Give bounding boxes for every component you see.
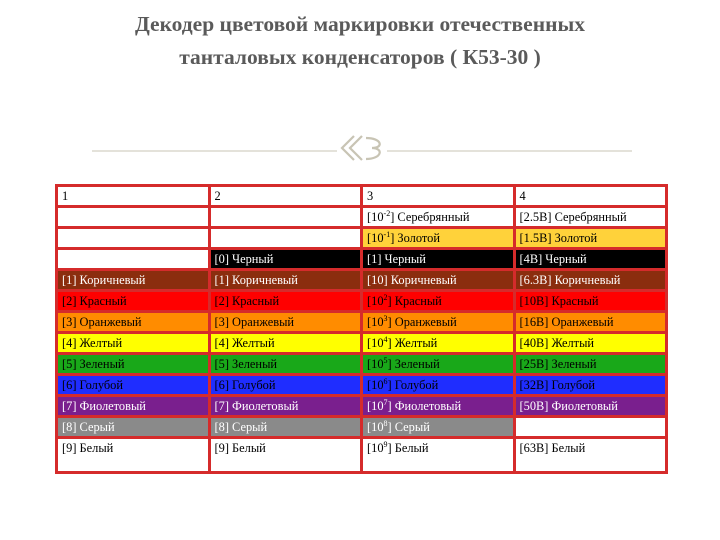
title-line-1: Декодер цветовой маркировки отечественных	[134, 12, 586, 36]
cell-text: [6.3В] Коричневый	[519, 273, 621, 287]
table-cell	[209, 228, 362, 249]
color-code-table-container	[55, 184, 665, 474]
cell-text: [1] Коричневый	[214, 273, 298, 287]
color-code-table	[55, 184, 668, 474]
cell-text-prefix: [10	[367, 336, 384, 350]
table-cell	[514, 312, 667, 333]
table-cell	[57, 396, 210, 417]
cell-text: [25В] Зеленый	[519, 357, 597, 371]
table-cell	[362, 291, 515, 312]
cell-text: [9] Белый	[214, 441, 266, 455]
table-cell	[362, 438, 515, 473]
title-divider	[92, 128, 632, 168]
cell-text: [3] Оранжевый	[214, 315, 295, 329]
cell-text: [8] Серый	[214, 420, 268, 434]
cell-text: [2] Красный	[62, 294, 127, 308]
cell-text-prefix: [10	[367, 357, 384, 371]
cell-text: [1] Коричневый	[62, 273, 146, 287]
table-cell	[57, 207, 210, 228]
cell-text: [5] Зеленый	[214, 357, 278, 371]
cell-exponent: 8	[383, 418, 388, 428]
cell-text: [4] Желтый	[62, 336, 123, 350]
table-cell	[362, 207, 515, 228]
cell-text: [50В] Фиолетовый	[519, 399, 618, 413]
table-cell	[57, 291, 210, 312]
table-cell	[362, 333, 515, 354]
cell-text: [10В] Красный	[519, 294, 599, 308]
cell-text: [63В] Белый	[519, 441, 586, 455]
table-cell	[362, 354, 515, 375]
table-cell	[209, 291, 362, 312]
table-row	[57, 396, 667, 417]
table-cell	[514, 228, 667, 249]
table-cell	[209, 417, 362, 438]
cell-text: [6] Голубой	[214, 378, 276, 392]
cell-text-suffix: ] Оранжевый	[387, 315, 457, 329]
cell-exponent: 3	[383, 313, 388, 323]
table-cell	[209, 438, 362, 473]
cell-text: [2.5В] Серебрянный	[519, 210, 627, 224]
table-row	[57, 312, 667, 333]
cell-text: [1.5В] Золотой	[519, 231, 598, 245]
cell-text: [6] Голубой	[62, 378, 123, 392]
cell-text-suffix: ] Фиолетовый	[387, 399, 462, 413]
cell-exponent: 7	[383, 397, 388, 407]
table-cell	[209, 186, 362, 207]
cell-exponent: -2	[383, 208, 391, 218]
cell-text: [16В] Оранжевый	[519, 315, 614, 329]
title-line-2: танталовых конденсаторов ( К53-30 )	[179, 45, 541, 69]
table-row	[57, 291, 667, 312]
table-cell	[57, 186, 210, 207]
table-cell	[514, 186, 667, 207]
table-row	[57, 375, 667, 396]
cell-exponent: 2	[383, 292, 388, 302]
cell-text: [4] Желтый	[214, 336, 275, 350]
table-cell	[362, 417, 515, 438]
cell-text-prefix: [10	[367, 441, 384, 455]
table-cell	[57, 375, 210, 396]
cell-text-prefix: [10	[367, 420, 384, 434]
cell-text: 2	[214, 189, 221, 203]
cell-text-suffix: ] Золотой	[390, 231, 440, 245]
cell-text-suffix: ] Белый	[387, 441, 429, 455]
cell-text-suffix: ] Серый	[387, 420, 430, 434]
cell-text-prefix: [10	[367, 315, 384, 329]
cell-text: [10] Коричневый	[367, 273, 457, 287]
cell-text: [7] Фиолетовый	[214, 399, 299, 413]
slide-title	[40, 8, 680, 74]
table-row	[57, 249, 667, 270]
table-cell	[57, 228, 210, 249]
table-row	[57, 354, 667, 375]
table-cell	[57, 354, 210, 375]
table-row	[57, 228, 667, 249]
cell-text-prefix: [10	[367, 378, 384, 392]
table-cell	[57, 270, 210, 291]
cell-text-prefix: [10	[367, 210, 384, 224]
table-cell	[362, 186, 515, 207]
cell-text: [9] Белый	[62, 441, 114, 455]
cell-text-suffix: ] Красный	[387, 294, 442, 308]
cell-exponent: 4	[383, 334, 388, 344]
table-cell	[514, 396, 667, 417]
table-cell	[209, 207, 362, 228]
table-cell	[362, 228, 515, 249]
table-cell	[209, 375, 362, 396]
cell-text: [2] Красный	[214, 294, 280, 308]
table-cell	[514, 291, 667, 312]
table-cell	[57, 249, 210, 270]
table-cell	[209, 333, 362, 354]
cell-text: [8] Серый	[62, 420, 115, 434]
table-cell	[362, 312, 515, 333]
cell-text: 4	[519, 189, 526, 203]
cell-text: [5] Зеленый	[62, 357, 125, 371]
cell-text: 1	[62, 189, 69, 203]
cell-exponent: -1	[383, 229, 391, 239]
cell-text: [1] Черный	[367, 252, 426, 266]
cell-text-prefix: [10	[367, 399, 384, 413]
table-cell	[514, 333, 667, 354]
table-cell	[514, 438, 667, 473]
table-cell	[57, 438, 210, 473]
cell-text-prefix: [10	[367, 294, 384, 308]
table-cell	[362, 270, 515, 291]
cell-text: [32В] Голубой	[519, 378, 595, 392]
table-cell	[57, 333, 210, 354]
cell-text: [7] Фиолетовый	[62, 399, 146, 413]
table-row	[57, 207, 667, 228]
table-cell	[209, 270, 362, 291]
cell-text: 3	[367, 189, 374, 203]
table-row	[57, 417, 667, 438]
cell-text-prefix: [10	[367, 231, 384, 245]
cell-text-suffix: ] Голубой	[387, 378, 439, 392]
table-cell	[362, 249, 515, 270]
cell-text: [3] Оранжевый	[62, 315, 142, 329]
table-cell	[57, 417, 210, 438]
ornament-divider-icon	[92, 128, 632, 168]
table-cell	[57, 312, 210, 333]
table-cell	[209, 312, 362, 333]
cell-text-suffix: ] Серебрянный	[390, 210, 470, 224]
table-cell	[514, 417, 667, 438]
table-row	[57, 186, 667, 207]
cell-exponent: 9	[383, 439, 388, 449]
cell-text-suffix: ] Желтый	[387, 336, 438, 350]
table-row	[57, 333, 667, 354]
table-cell	[209, 354, 362, 375]
cell-text: [4В] Черный	[519, 252, 587, 266]
table-cell	[514, 354, 667, 375]
table-cell	[362, 396, 515, 417]
table-cell	[514, 249, 667, 270]
table-cell	[514, 270, 667, 291]
table-cell	[209, 396, 362, 417]
cell-exponent: 6	[383, 376, 388, 386]
cell-exponent: 5	[383, 355, 388, 365]
table-cell	[362, 375, 515, 396]
cell-text: [0] Черный	[214, 252, 274, 266]
table-cell	[514, 375, 667, 396]
table-cell	[514, 207, 667, 228]
cell-text: [40В] Желтый	[519, 336, 595, 350]
table-cell	[209, 249, 362, 270]
cell-text-suffix: ] Зеленый	[387, 357, 440, 371]
table-row	[57, 270, 667, 291]
table-row	[57, 438, 667, 473]
